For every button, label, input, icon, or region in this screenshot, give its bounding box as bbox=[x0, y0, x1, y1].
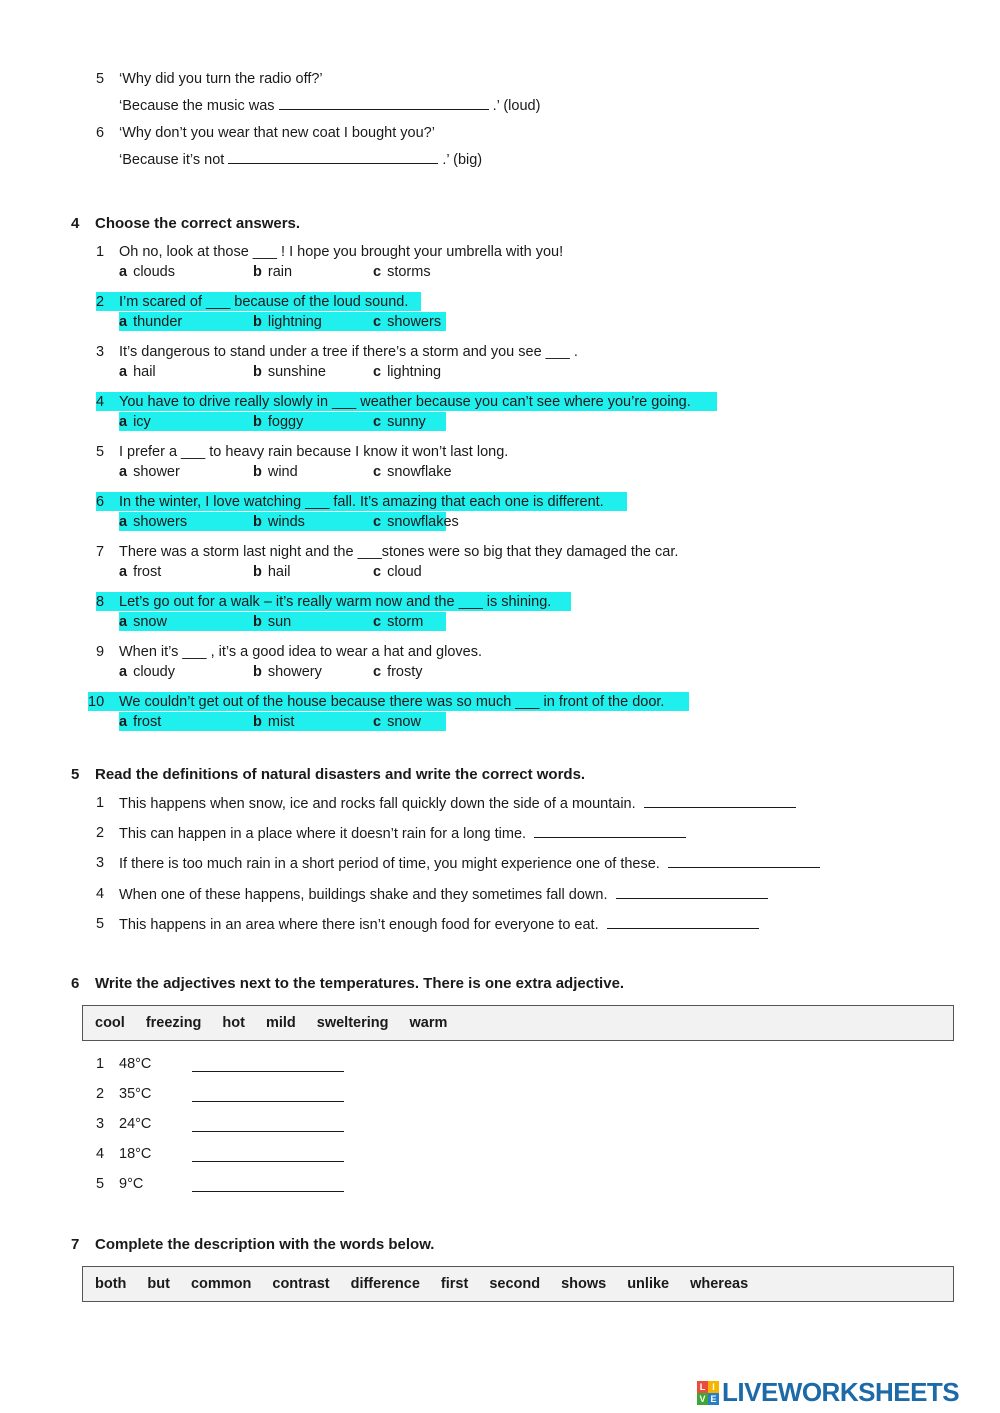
answer-option[interactable] bbox=[373, 364, 441, 380]
option-letter: c bbox=[373, 314, 382, 330]
definition-line bbox=[119, 916, 759, 933]
option-letter: a bbox=[119, 464, 128, 480]
word-bank-item: contrast bbox=[272, 1276, 330, 1292]
question-text: I prefer a ___ to heavy rain because I know it won’t last long. bbox=[119, 444, 509, 460]
question-number: 10 bbox=[88, 694, 105, 710]
answer-option[interactable] bbox=[119, 714, 161, 730]
option-text: cloud bbox=[387, 564, 422, 580]
option-letter: c bbox=[373, 514, 382, 530]
liveworksheets-logo[interactable] bbox=[697, 1377, 959, 1408]
item-number: 4 bbox=[96, 886, 105, 902]
answer-blank[interactable] bbox=[644, 795, 796, 808]
answer-prefix: ‘Because the music was bbox=[119, 98, 275, 114]
question-number: 3 bbox=[96, 344, 105, 360]
section-title: Read the definitions of natural disasters and write the correct words. bbox=[95, 766, 586, 783]
option-text: frost bbox=[133, 714, 162, 730]
word-bank-item: hot bbox=[222, 1015, 245, 1031]
item-number: 5 bbox=[96, 916, 105, 932]
word-bank bbox=[82, 1266, 954, 1302]
option-letter: b bbox=[253, 364, 262, 380]
option-letter: a bbox=[119, 664, 128, 680]
option-letter: c bbox=[373, 464, 382, 480]
answer-option[interactable] bbox=[253, 614, 291, 630]
question-text: There was a storm last night and the ___stones were so big that they damaged the car. bbox=[119, 544, 679, 560]
definition-text: This happens in an area where there isn’t enough food for everyone to eat. bbox=[119, 917, 599, 933]
question-text: We couldn’t get out of the house because there was so much ___ in front of the door. bbox=[119, 694, 665, 710]
answer-option[interactable] bbox=[119, 614, 167, 630]
definition-line bbox=[119, 855, 820, 872]
answer-option[interactable] bbox=[253, 414, 303, 430]
item-number: 3 bbox=[96, 1116, 105, 1132]
answer-option[interactable] bbox=[253, 364, 326, 380]
logo-mark-icon bbox=[697, 1381, 719, 1405]
word-bank bbox=[82, 1005, 954, 1041]
item-number: 1 bbox=[96, 795, 105, 811]
section-number: 7 bbox=[71, 1236, 80, 1253]
option-letter: a bbox=[119, 564, 128, 580]
option-letter: c bbox=[373, 664, 382, 680]
temperature: 24°C bbox=[119, 1116, 152, 1132]
question-number: 8 bbox=[96, 594, 105, 610]
option-text: thunder bbox=[133, 314, 183, 330]
word-bank-item: mild bbox=[265, 1015, 296, 1031]
answer-blank[interactable] bbox=[607, 916, 759, 929]
word-bank-item: shows bbox=[561, 1276, 607, 1292]
answer-option[interactable] bbox=[373, 514, 459, 530]
temperature: 9°C bbox=[119, 1176, 144, 1192]
item-number: 5 bbox=[96, 71, 105, 87]
option-text: frost bbox=[133, 564, 162, 580]
option-letter: c bbox=[373, 614, 382, 630]
option-text: sun bbox=[267, 614, 292, 630]
logo-mark-letter: L bbox=[697, 1381, 708, 1393]
temperature: 18°C bbox=[119, 1146, 152, 1162]
option-text: hail bbox=[133, 364, 156, 380]
item-number: 3 bbox=[96, 855, 105, 871]
option-letter: c bbox=[373, 414, 382, 430]
question-text: Let’s go out for a walk – it’s really warm now and the ___ is shining. bbox=[119, 594, 552, 610]
option-text: snowflake bbox=[387, 464, 452, 480]
option-text: showery bbox=[267, 664, 322, 680]
question-text: When it’s ___ , it’s a good idea to wear a hat and gloves. bbox=[119, 644, 483, 660]
option-letter: b bbox=[253, 314, 262, 330]
answer-suffix: .’ (loud) bbox=[492, 98, 541, 114]
option-letter: a bbox=[119, 364, 128, 380]
answer-blank[interactable] bbox=[616, 886, 768, 899]
option-letter: c bbox=[373, 564, 382, 580]
item-number: 1 bbox=[96, 1056, 105, 1072]
answer-option[interactable] bbox=[253, 314, 322, 330]
question-number: 5 bbox=[96, 444, 105, 460]
word-bank-item: unlike bbox=[627, 1276, 670, 1292]
answer-option[interactable] bbox=[119, 664, 175, 680]
definition-line bbox=[119, 886, 768, 903]
item-number: 5 bbox=[96, 1176, 105, 1192]
logo-text: LIVEWORKSHEETS bbox=[722, 1377, 960, 1407]
logo-mark-letter: I bbox=[708, 1381, 719, 1393]
answer-option[interactable] bbox=[253, 714, 294, 730]
answer-option[interactable] bbox=[253, 664, 322, 680]
option-text: foggy bbox=[267, 414, 304, 430]
question-number: 4 bbox=[96, 394, 105, 410]
section-title: Choose the correct answers. bbox=[95, 215, 301, 232]
option-text: winds bbox=[267, 514, 305, 530]
section-title: Write the adjectives next to the temperatures. There is one extra adjective. bbox=[95, 975, 625, 992]
option-letter: b bbox=[253, 714, 262, 730]
word-bank-item: whereas bbox=[690, 1276, 749, 1292]
option-letter: b bbox=[253, 464, 262, 480]
option-text: clouds bbox=[133, 264, 175, 280]
answer-line bbox=[119, 97, 540, 114]
option-text: storms bbox=[387, 264, 431, 280]
option-letter: a bbox=[119, 714, 128, 730]
question-number: 7 bbox=[96, 544, 105, 560]
answer-suffix: .’ (big) bbox=[442, 152, 483, 168]
option-text: sunny bbox=[387, 414, 426, 430]
option-text: showers bbox=[387, 314, 442, 330]
option-text: storm bbox=[387, 614, 424, 630]
option-letter: c bbox=[373, 264, 382, 280]
option-letter: b bbox=[253, 414, 262, 430]
logo-mark-letter: E bbox=[708, 1393, 719, 1405]
answer-option[interactable] bbox=[373, 314, 441, 330]
word-bank-item: sweltering bbox=[316, 1015, 389, 1031]
answer-option[interactable] bbox=[119, 364, 156, 380]
option-letter: a bbox=[119, 614, 128, 630]
option-text: frosty bbox=[387, 664, 423, 680]
section-title: Complete the description with the words below. bbox=[95, 1236, 435, 1253]
answer-blank[interactable] bbox=[228, 151, 438, 164]
option-letter: a bbox=[119, 314, 128, 330]
option-text: lightning bbox=[387, 364, 442, 380]
temperature: 48°C bbox=[119, 1056, 152, 1072]
word-bank-item: cool bbox=[95, 1015, 125, 1031]
option-letter: b bbox=[253, 564, 262, 580]
option-letter: a bbox=[119, 264, 128, 280]
question-text: In the winter, I love watching ___ fall. It’s amazing that each one is different. bbox=[119, 494, 604, 510]
word-bank-item: common bbox=[190, 1276, 252, 1292]
answer-option[interactable] bbox=[253, 464, 298, 480]
question-text: It’s dangerous to stand under a tree if there’s a storm and you see ___ . bbox=[119, 344, 578, 360]
word-bank-item: both bbox=[95, 1276, 127, 1292]
option-letter: a bbox=[119, 414, 128, 430]
temperature: 35°C bbox=[119, 1086, 152, 1102]
option-text: lightning bbox=[267, 314, 322, 330]
answer-option[interactable] bbox=[373, 614, 423, 630]
logo-mark-letter: V bbox=[697, 1393, 708, 1405]
option-letter: c bbox=[373, 364, 382, 380]
question-number: 2 bbox=[96, 294, 105, 310]
option-text: snow bbox=[133, 614, 167, 630]
option-text: cloudy bbox=[133, 664, 175, 680]
answer-option[interactable] bbox=[119, 514, 187, 530]
answer-option[interactable] bbox=[119, 414, 151, 430]
item-number: 4 bbox=[96, 1146, 105, 1162]
option-letter: b bbox=[253, 514, 262, 530]
question-text: You have to drive really slowly in ___ weather because you can’t see where you’re going. bbox=[119, 394, 691, 410]
question-text: ‘Why did you turn the radio off?’ bbox=[119, 71, 323, 87]
word-bank-item: difference bbox=[350, 1276, 420, 1292]
option-text: shower bbox=[133, 464, 180, 480]
answer-option[interactable] bbox=[373, 264, 431, 280]
definition-line bbox=[119, 825, 686, 842]
answer-option[interactable] bbox=[373, 414, 426, 430]
answer-option[interactable] bbox=[253, 564, 290, 580]
question-number: 9 bbox=[96, 644, 105, 660]
answer-blank[interactable] bbox=[192, 1149, 344, 1162]
answer-blank[interactable] bbox=[534, 825, 686, 838]
item-number: 2 bbox=[96, 825, 105, 841]
answer-option[interactable] bbox=[373, 464, 452, 480]
item-number: 6 bbox=[96, 125, 105, 141]
answer-blank[interactable] bbox=[192, 1119, 344, 1132]
definition-text: If there is too much rain in a short period of time, you might experience one of these. bbox=[119, 856, 660, 872]
option-text: icy bbox=[133, 414, 151, 430]
word-bank-item: freezing bbox=[145, 1015, 202, 1031]
answer-option[interactable] bbox=[253, 514, 305, 530]
answer-line bbox=[119, 151, 482, 168]
option-letter: b bbox=[253, 664, 262, 680]
option-text: sunshine bbox=[267, 364, 326, 380]
answer-option[interactable] bbox=[119, 264, 175, 280]
option-letter: b bbox=[253, 614, 262, 630]
option-letter: c bbox=[373, 714, 382, 730]
answer-blank[interactable] bbox=[668, 855, 820, 868]
answer-option[interactable] bbox=[119, 564, 161, 580]
question-number: 6 bbox=[96, 494, 105, 510]
answer-blank[interactable] bbox=[279, 97, 489, 110]
option-text: mist bbox=[267, 714, 295, 730]
answer-option[interactable] bbox=[373, 564, 422, 580]
option-text: snow bbox=[387, 714, 421, 730]
word-bank-item: but bbox=[147, 1276, 170, 1292]
question-text: ‘Why don’t you wear that new coat I bought you?’ bbox=[119, 125, 435, 141]
question-text: I’m scared of ___ because of the loud sound. bbox=[119, 294, 409, 310]
question-text: Oh no, look at those ___ ! I hope you brought your umbrella with you! bbox=[119, 244, 564, 260]
answer-blank[interactable] bbox=[192, 1059, 344, 1072]
section-number: 4 bbox=[71, 215, 80, 232]
option-letter: b bbox=[253, 264, 262, 280]
answer-option[interactable] bbox=[119, 464, 180, 480]
section-number: 5 bbox=[71, 766, 80, 783]
answer-option[interactable] bbox=[373, 664, 423, 680]
question-number: 1 bbox=[96, 244, 105, 260]
option-letter: a bbox=[119, 514, 128, 530]
definition-text: When one of these happens, buildings shake and they sometimes fall down. bbox=[119, 887, 608, 903]
item-number: 2 bbox=[96, 1086, 105, 1102]
answer-option[interactable] bbox=[373, 714, 421, 730]
option-text: rain bbox=[267, 264, 293, 280]
definition-text: This happens when snow, ice and rocks fall quickly down the side of a mountain. bbox=[119, 796, 636, 812]
word-bank-item: second bbox=[489, 1276, 541, 1292]
option-text: wind bbox=[267, 464, 298, 480]
answer-prefix: ‘Because it’s not bbox=[119, 152, 225, 168]
answer-blank[interactable] bbox=[192, 1089, 344, 1102]
option-text: hail bbox=[267, 564, 291, 580]
section-number: 6 bbox=[71, 975, 80, 992]
definition-line bbox=[119, 795, 796, 812]
option-text: showers bbox=[133, 514, 188, 530]
answer-option[interactable] bbox=[119, 314, 182, 330]
word-bank-item: first bbox=[440, 1276, 469, 1292]
option-text: snowflakes bbox=[387, 514, 459, 530]
definition-text: This can happen in a place where it doesn’t rain for a long time. bbox=[119, 826, 527, 842]
answer-blank[interactable] bbox=[192, 1179, 344, 1192]
word-bank-item: warm bbox=[409, 1015, 448, 1031]
answer-option[interactable] bbox=[253, 264, 292, 280]
